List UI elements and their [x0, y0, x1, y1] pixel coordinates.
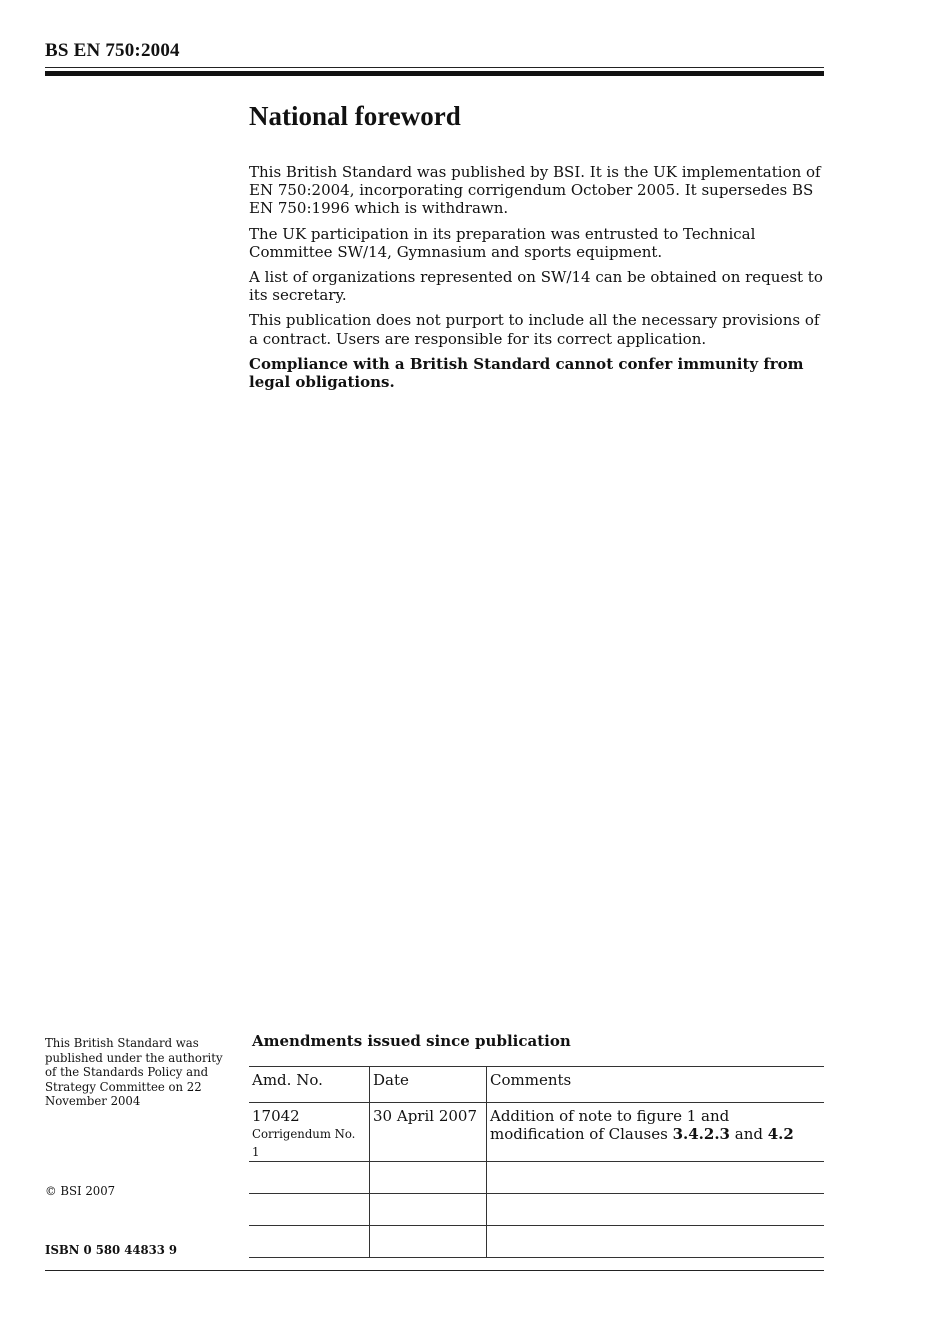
- isbn: ISBN 0 580 44833 9: [45, 1243, 178, 1257]
- column-header-date: Date: [370, 1067, 487, 1103]
- amendment-date: 30 April 2007: [370, 1103, 487, 1162]
- foreword-paragraph-provisions: This publication does not purport to include all the necessary provisions of a contract. Users are responsible for its correct application.: [249, 311, 820, 348]
- amendments-heading: Amendments issued since publication: [252, 1032, 571, 1050]
- comment-joiner: and: [729, 1125, 768, 1143]
- header-rule-thick: [45, 71, 824, 76]
- foreword-paragraph-publication: This British Standard was published by BSI. It is the UK implementation of EN 750:2004, incorporating corrigendum October 2005. It supersedes BS EN 750:1996 which is withdrawn.: [249, 163, 821, 218]
- amendment-number: 17042: [252, 1107, 300, 1125]
- header-rule-thin: [45, 67, 824, 68]
- amendment-number-cell: [249, 1103, 370, 1162]
- amendment-comment: [487, 1103, 825, 1162]
- foreword-paragraph-compliance: Compliance with a British Standard cannot confer immunity from legal obligations.: [249, 354, 804, 392]
- table-row-empty: [249, 1194, 824, 1226]
- foreword-paragraph-organizations: A list of organizations represented on SW/14 can be obtained on request to its secretary.: [249, 268, 823, 305]
- foreword-paragraph-committee: The UK participation in its preparation was entrusted to Technical Committee SW/14, Gymnasium and sports equipment.: [249, 224, 756, 261]
- table-header-row: [249, 1067, 824, 1103]
- amendment-type: Corrigendum No. 1: [252, 1127, 356, 1159]
- clause-ref-a: 3.4.2.3: [672, 1125, 730, 1143]
- foreword-body: [249, 163, 829, 398]
- copyright-notice: © BSI 2007: [45, 1184, 116, 1198]
- document-id: BS EN 750:2004: [45, 40, 180, 61]
- amendments-table: [249, 1066, 824, 1258]
- authority-note: This British Standard was published under the authority of the Standards Policy and Strategy Committee on 22 November 2004: [45, 1036, 223, 1109]
- column-header-amd-no: Amd. No.: [249, 1067, 370, 1103]
- footer-rule: [45, 1270, 824, 1271]
- table-row-empty: [249, 1162, 824, 1194]
- comment-text: Addition of note to figure 1 and modification of Clauses: [490, 1107, 730, 1143]
- page-title: National foreword: [249, 101, 461, 131]
- table-row: [249, 1103, 824, 1162]
- table-row-empty: [249, 1226, 824, 1258]
- column-header-comments: Comments: [487, 1067, 825, 1103]
- clause-ref-b: 4.2: [767, 1125, 794, 1143]
